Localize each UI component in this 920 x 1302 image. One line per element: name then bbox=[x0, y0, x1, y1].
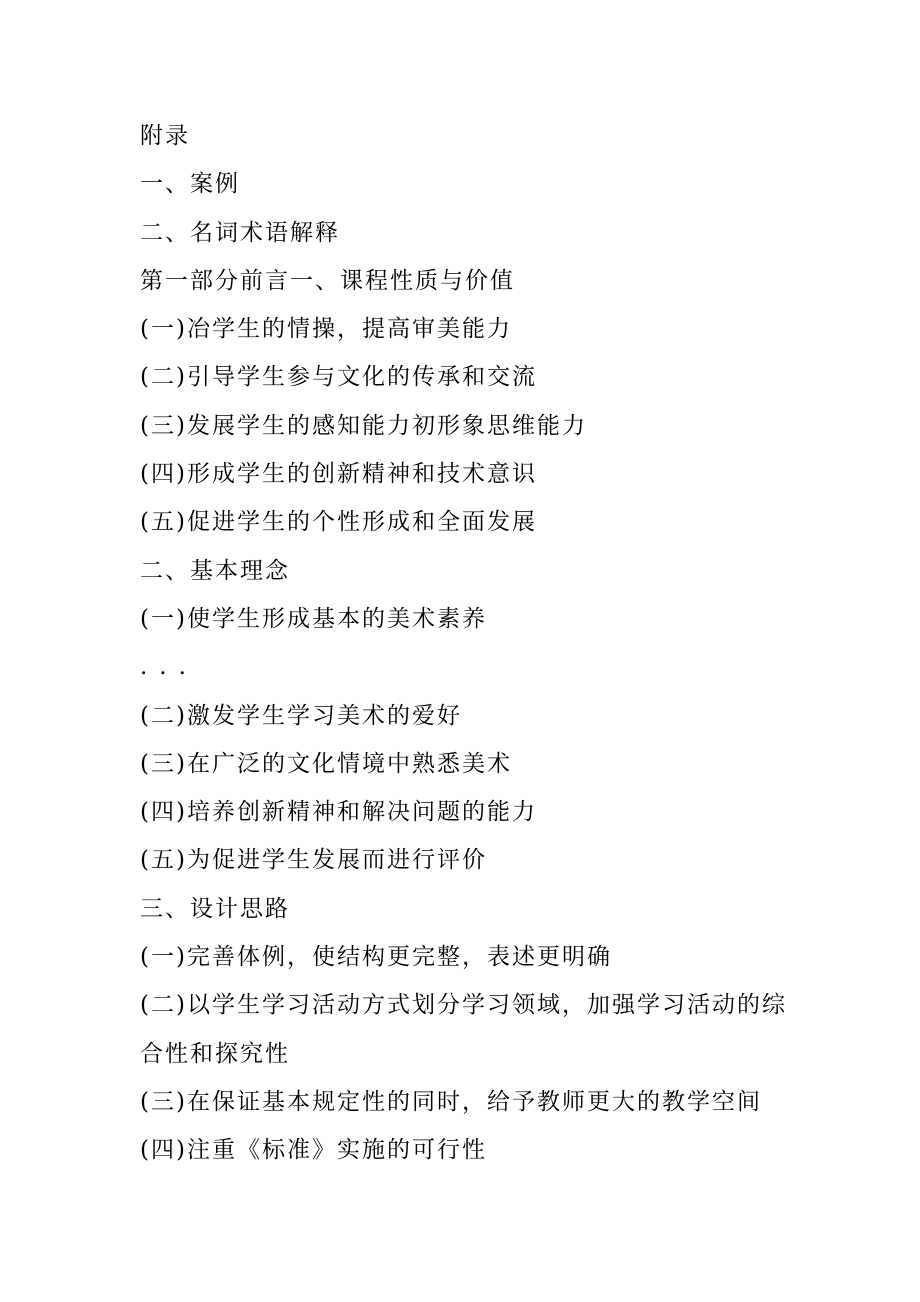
list-item: (一)冶学生的情操，提高审美能力 bbox=[140, 316, 512, 343]
list-item: (二)引导学生参与文化的传承和交流 bbox=[140, 364, 537, 391]
list-item: (一)完善体例，使结构更完整，表述更明确 bbox=[140, 944, 612, 971]
list-item-continuation: 合性和探究性 bbox=[140, 1040, 290, 1067]
part-one-heading: 第一部分前言一、课程性质与价值 bbox=[140, 267, 515, 294]
section-heading-design-ideas: 三、设计思路 bbox=[140, 895, 290, 922]
list-item: (三)在保证基本规定性的同时，给予教师更大的教学空间 bbox=[140, 1088, 762, 1115]
list-item: (四)形成学生的创新精神和技术意识 bbox=[140, 461, 537, 488]
list-item: (三)在广泛的文化情境中熟悉美术 bbox=[140, 750, 512, 777]
list-item: (三)发展学生的感知能力初形象思维能力 bbox=[140, 412, 587, 439]
list-item: (四)注重《标准》实施的可行性 bbox=[140, 1137, 487, 1164]
section-heading-basic-concepts: 二、基本理念 bbox=[140, 557, 290, 584]
list-item: (一)使学生形成基本的美术素养 bbox=[140, 605, 487, 632]
appendix-heading: 附录 bbox=[140, 123, 190, 149]
appendix-item-cases: 一、案例 bbox=[140, 171, 240, 198]
appendix-item-glossary: 二、名词术语解释 bbox=[140, 219, 340, 246]
document-body bbox=[140, 112, 790, 1175]
list-item: (二)以学生学习活动方式划分学习领域，加强学习活动的综 bbox=[140, 992, 787, 1019]
list-item: (五)促进学生的个性形成和全面发展 bbox=[140, 509, 537, 536]
list-item: (二)激发学生学习美术的爱好 bbox=[140, 702, 462, 729]
list-item: (五)为促进学生发展而进行评价 bbox=[140, 847, 487, 874]
list-item: (四)培养创新精神和解决问题的能力 bbox=[140, 799, 537, 826]
ellipsis-separator: ... bbox=[140, 654, 198, 681]
